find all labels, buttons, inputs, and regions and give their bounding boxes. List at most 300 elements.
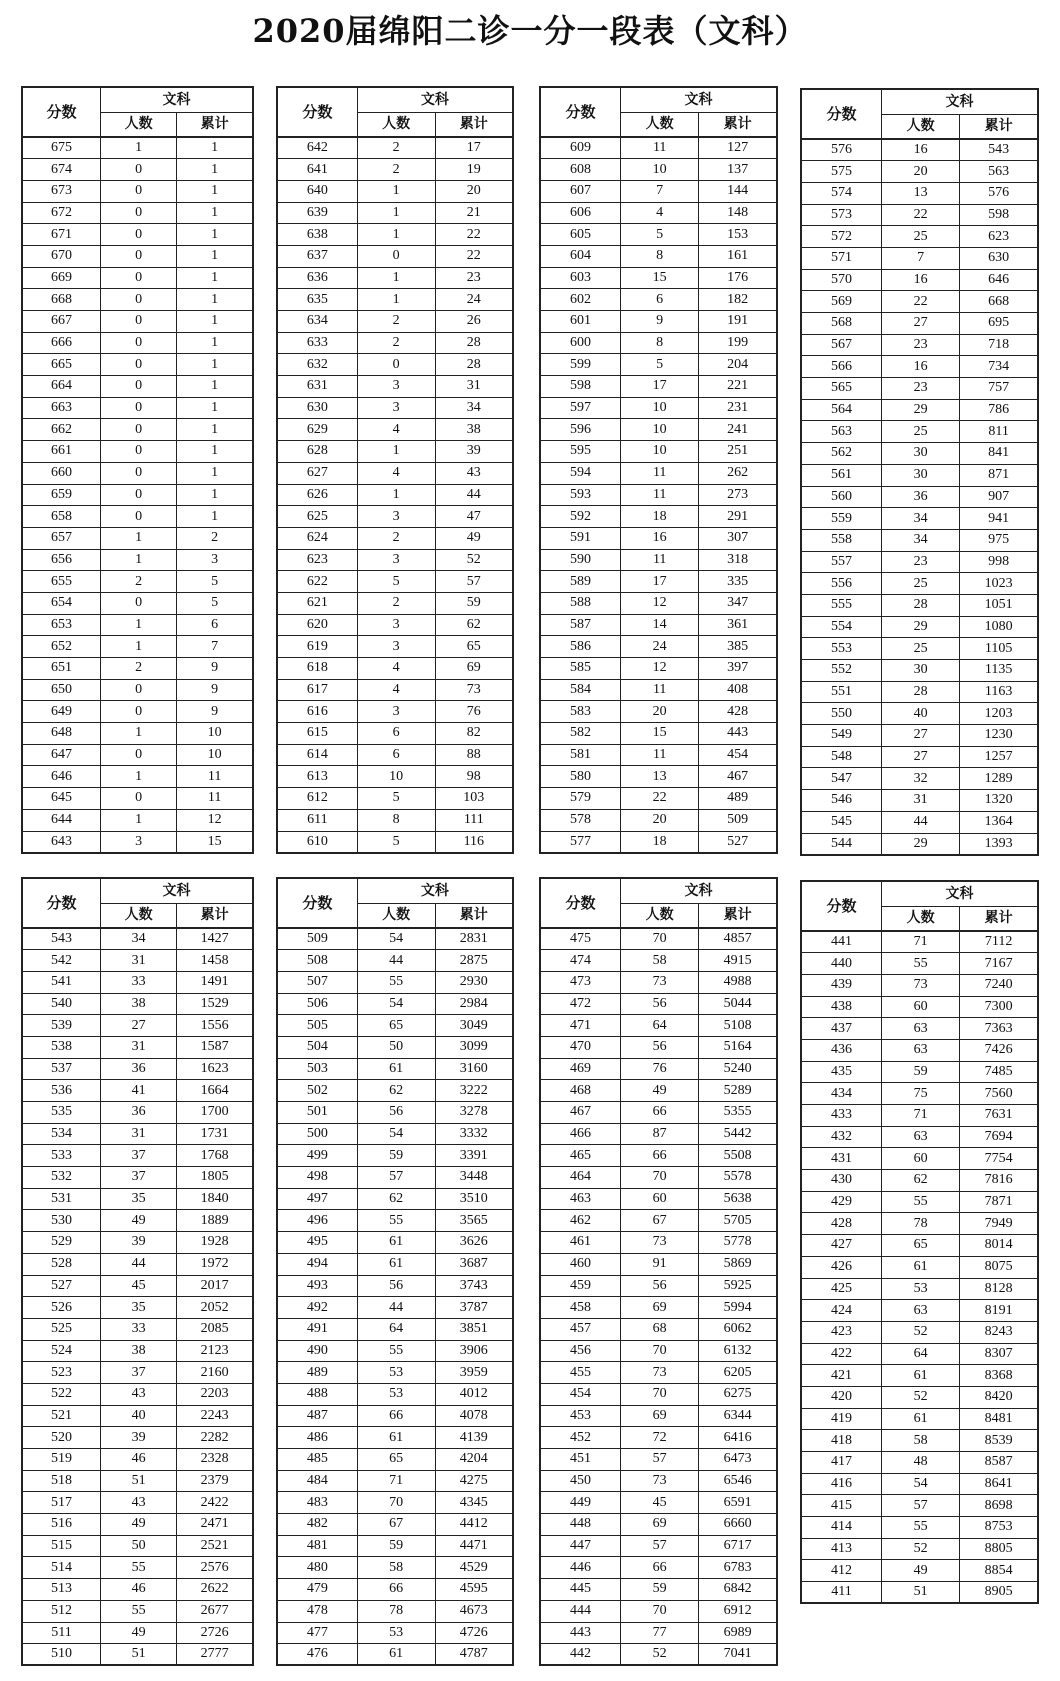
cumulative-cell: 4139 xyxy=(435,1427,513,1449)
count-cell: 2 xyxy=(101,658,177,680)
score-cell: 657 xyxy=(22,527,101,549)
score-cell: 526 xyxy=(22,1297,101,1319)
cumulative-cell: 1393 xyxy=(960,833,1038,855)
score-cell: 442 xyxy=(540,1644,621,1666)
count-cell: 34 xyxy=(882,508,960,530)
table-row xyxy=(277,311,513,333)
count-cell: 10 xyxy=(621,159,699,181)
score-cell: 674 xyxy=(22,159,101,181)
cumulative-cell: 1889 xyxy=(177,1210,253,1232)
count-cell: 44 xyxy=(101,1253,177,1275)
score-cell: 471 xyxy=(540,1015,621,1037)
score-cell: 611 xyxy=(277,809,357,831)
table-row xyxy=(801,1343,1038,1365)
count-cell: 7 xyxy=(621,180,699,202)
table-row xyxy=(22,679,253,701)
cumulative-cell: 1 xyxy=(177,137,253,159)
score-cell: 655 xyxy=(22,571,101,593)
count-cell: 49 xyxy=(882,1560,960,1582)
count-cell: 30 xyxy=(882,660,960,682)
score-cell: 529 xyxy=(22,1232,101,1254)
cumulative-cell: 6546 xyxy=(699,1470,777,1492)
cumulative-cell: 8128 xyxy=(960,1278,1038,1300)
cumulative-cell: 1587 xyxy=(177,1036,253,1058)
table-row xyxy=(22,950,253,972)
header-subject: 文科 xyxy=(101,87,253,112)
cumulative-cell: 38 xyxy=(435,419,513,441)
table-row xyxy=(801,811,1038,833)
score-cell: 528 xyxy=(22,1253,101,1275)
cumulative-cell: 1529 xyxy=(177,993,253,1015)
score-cell: 598 xyxy=(540,376,621,398)
cumulative-cell: 6416 xyxy=(699,1427,777,1449)
count-cell: 55 xyxy=(357,1340,435,1362)
count-cell: 64 xyxy=(621,1015,699,1037)
table-row xyxy=(540,159,777,181)
table-row xyxy=(540,332,777,354)
count-cell: 0 xyxy=(101,484,177,506)
cumulative-cell: 8587 xyxy=(960,1452,1038,1474)
score-cell: 434 xyxy=(801,1083,882,1105)
table-row xyxy=(277,1427,513,1449)
score-cell: 630 xyxy=(277,397,357,419)
count-cell: 0 xyxy=(101,332,177,354)
score-cell: 580 xyxy=(540,766,621,788)
count-cell: 63 xyxy=(882,1039,960,1061)
cumulative-cell: 2831 xyxy=(435,928,513,950)
count-cell: 37 xyxy=(101,1145,177,1167)
table-row xyxy=(277,788,513,810)
cumulative-cell: 2379 xyxy=(177,1470,253,1492)
table-row xyxy=(540,1318,777,1340)
table-row xyxy=(22,614,253,636)
count-cell: 2 xyxy=(357,311,435,333)
table-row xyxy=(22,137,253,159)
count-cell: 68 xyxy=(621,1318,699,1340)
table-row xyxy=(277,1470,513,1492)
score-cell: 506 xyxy=(277,993,357,1015)
header-count: 人数 xyxy=(357,112,435,137)
cumulative-cell: 8075 xyxy=(960,1256,1038,1278)
count-cell: 58 xyxy=(621,950,699,972)
cumulative-cell: 3391 xyxy=(435,1145,513,1167)
cumulative-cell: 15 xyxy=(177,831,253,853)
cumulative-cell: 2203 xyxy=(177,1383,253,1405)
table-row xyxy=(801,746,1038,768)
table-row xyxy=(277,1579,513,1601)
cumulative-cell: 4595 xyxy=(435,1579,513,1601)
count-cell: 2 xyxy=(101,571,177,593)
cumulative-cell: 1928 xyxy=(177,1232,253,1254)
score-cell: 589 xyxy=(540,571,621,593)
count-cell: 14 xyxy=(621,614,699,636)
header-count: 人数 xyxy=(882,114,960,139)
table-row xyxy=(22,1622,253,1644)
score-cell: 570 xyxy=(801,269,882,291)
cumulative-cell: 2984 xyxy=(435,993,513,1015)
score-cell: 619 xyxy=(277,636,357,658)
table-row xyxy=(540,993,777,1015)
cumulative-cell: 4471 xyxy=(435,1535,513,1557)
table-row xyxy=(277,701,513,723)
cumulative-cell: 3906 xyxy=(435,1340,513,1362)
count-cell: 73 xyxy=(882,974,960,996)
table-row xyxy=(540,1514,777,1536)
count-cell: 16 xyxy=(882,139,960,161)
count-cell: 33 xyxy=(101,1318,177,1340)
count-cell: 46 xyxy=(101,1449,177,1471)
count-cell: 30 xyxy=(882,443,960,465)
cumulative-cell: 576 xyxy=(960,182,1038,204)
header-subject: 文科 xyxy=(621,87,777,112)
cumulative-cell: 8307 xyxy=(960,1343,1038,1365)
cumulative-cell: 5240 xyxy=(699,1058,777,1080)
cumulative-cell: 5778 xyxy=(699,1232,777,1254)
score-cell: 517 xyxy=(22,1492,101,1514)
table-row xyxy=(277,1275,513,1297)
header-cumulative: 累计 xyxy=(435,112,513,137)
count-cell: 0 xyxy=(101,224,177,246)
score-cell: 610 xyxy=(277,831,357,853)
table-row xyxy=(801,399,1038,421)
table-row xyxy=(801,313,1038,335)
score-cell: 607 xyxy=(540,180,621,202)
score-cell: 448 xyxy=(540,1514,621,1536)
cumulative-cell: 65 xyxy=(435,636,513,658)
count-cell: 17 xyxy=(621,376,699,398)
score-cell: 601 xyxy=(540,311,621,333)
cumulative-cell: 630 xyxy=(960,247,1038,269)
score-cell: 583 xyxy=(540,701,621,723)
count-cell: 1 xyxy=(101,614,177,636)
count-cell: 1 xyxy=(357,267,435,289)
cumulative-cell: 2243 xyxy=(177,1405,253,1427)
count-cell: 3 xyxy=(357,506,435,528)
table-row xyxy=(22,1210,253,1232)
cumulative-cell: 4787 xyxy=(435,1644,513,1666)
table-row xyxy=(801,1365,1038,1387)
score-cell: 615 xyxy=(277,723,357,745)
table-row xyxy=(540,1644,777,1666)
table-row xyxy=(277,484,513,506)
cumulative-cell: 137 xyxy=(699,159,777,181)
count-cell: 75 xyxy=(882,1083,960,1105)
score-cell: 565 xyxy=(801,378,882,400)
score-cell: 629 xyxy=(277,419,357,441)
table-row xyxy=(22,1600,253,1622)
count-cell: 69 xyxy=(621,1514,699,1536)
score-cell: 422 xyxy=(801,1343,882,1365)
count-cell: 60 xyxy=(882,996,960,1018)
cumulative-cell: 2 xyxy=(177,527,253,549)
table-row xyxy=(22,1383,253,1405)
table-row xyxy=(540,1362,777,1384)
table-row xyxy=(801,833,1038,855)
header-cumulative: 累计 xyxy=(699,903,777,928)
cumulative-cell: 5164 xyxy=(699,1036,777,1058)
table-row xyxy=(540,1470,777,1492)
cumulative-cell: 1289 xyxy=(960,768,1038,790)
table-row xyxy=(22,1167,253,1189)
score-cell: 474 xyxy=(540,950,621,972)
header-score: 分数 xyxy=(801,881,882,931)
table-row xyxy=(277,1210,513,1232)
cumulative-cell: 7754 xyxy=(960,1148,1038,1170)
score-cell: 659 xyxy=(22,484,101,506)
count-cell: 65 xyxy=(357,1015,435,1037)
table-row xyxy=(540,809,777,831)
score-cell: 586 xyxy=(540,636,621,658)
header-cumulative: 累计 xyxy=(435,903,513,928)
score-cell: 661 xyxy=(22,441,101,463)
score-cell: 595 xyxy=(540,441,621,463)
table-row xyxy=(540,744,777,766)
count-cell: 78 xyxy=(882,1213,960,1235)
score-cell: 518 xyxy=(22,1470,101,1492)
table-row xyxy=(277,1015,513,1037)
count-cell: 61 xyxy=(882,1408,960,1430)
count-cell: 67 xyxy=(357,1514,435,1536)
score-cell: 445 xyxy=(540,1579,621,1601)
cumulative-cell: 5705 xyxy=(699,1210,777,1232)
score-cell: 510 xyxy=(22,1644,101,1666)
table-row xyxy=(22,267,253,289)
count-cell: 66 xyxy=(621,1145,699,1167)
table-row xyxy=(540,1080,777,1102)
count-cell: 50 xyxy=(357,1036,435,1058)
score-cell: 672 xyxy=(22,202,101,224)
cumulative-cell: 1 xyxy=(177,441,253,463)
table-row xyxy=(801,996,1038,1018)
cumulative-cell: 998 xyxy=(960,551,1038,573)
cumulative-cell: 5108 xyxy=(699,1015,777,1037)
count-cell: 15 xyxy=(621,267,699,289)
table-row xyxy=(540,1622,777,1644)
score-cell: 542 xyxy=(22,950,101,972)
table-row xyxy=(277,1514,513,1536)
score-cell: 632 xyxy=(277,354,357,376)
cumulative-cell: 385 xyxy=(699,636,777,658)
count-cell: 59 xyxy=(357,1145,435,1167)
count-cell: 70 xyxy=(621,1167,699,1189)
score-cell: 487 xyxy=(277,1405,357,1427)
table-row xyxy=(277,1123,513,1145)
table-row xyxy=(22,1318,253,1340)
count-cell: 61 xyxy=(882,1256,960,1278)
table-row xyxy=(22,180,253,202)
count-cell: 11 xyxy=(621,462,699,484)
score-cell: 543 xyxy=(22,928,101,950)
cumulative-cell: 24 xyxy=(435,289,513,311)
table-row xyxy=(540,180,777,202)
cumulative-cell: 509 xyxy=(699,809,777,831)
table-row xyxy=(277,527,513,549)
cumulative-cell: 4204 xyxy=(435,1449,513,1471)
score-distribution-table xyxy=(539,877,778,1666)
cumulative-cell: 9 xyxy=(177,658,253,680)
table-row xyxy=(540,527,777,549)
count-cell: 13 xyxy=(882,182,960,204)
cumulative-cell: 49 xyxy=(435,527,513,549)
table-row xyxy=(22,1015,253,1037)
cumulative-cell: 1 xyxy=(177,224,253,246)
score-cell: 533 xyxy=(22,1145,101,1167)
score-cell: 466 xyxy=(540,1123,621,1145)
cumulative-cell: 176 xyxy=(699,267,777,289)
cumulative-cell: 1491 xyxy=(177,971,253,993)
score-cell: 536 xyxy=(22,1080,101,1102)
count-cell: 3 xyxy=(357,614,435,636)
table-row xyxy=(22,1427,253,1449)
score-cell: 477 xyxy=(277,1622,357,1644)
count-cell: 63 xyxy=(882,1126,960,1148)
table-row xyxy=(540,1167,777,1189)
score-cell: 435 xyxy=(801,1061,882,1083)
score-cell: 531 xyxy=(22,1188,101,1210)
count-cell: 73 xyxy=(621,971,699,993)
score-cell: 604 xyxy=(540,245,621,267)
table-row xyxy=(801,931,1038,953)
score-cell: 553 xyxy=(801,638,882,660)
score-cell: 455 xyxy=(540,1362,621,1384)
cumulative-cell: 718 xyxy=(960,334,1038,356)
count-cell: 1 xyxy=(357,289,435,311)
count-cell: 29 xyxy=(882,399,960,421)
cumulative-cell: 3049 xyxy=(435,1015,513,1037)
table-row xyxy=(22,1188,253,1210)
score-cell: 567 xyxy=(801,334,882,356)
count-cell: 23 xyxy=(882,551,960,573)
cumulative-cell: 4078 xyxy=(435,1405,513,1427)
count-cell: 71 xyxy=(882,931,960,953)
count-cell: 60 xyxy=(882,1148,960,1170)
score-cell: 663 xyxy=(22,397,101,419)
table-row xyxy=(540,1188,777,1210)
cumulative-cell: 4915 xyxy=(699,950,777,972)
count-cell: 1 xyxy=(357,441,435,463)
table-row xyxy=(801,291,1038,313)
score-cell: 544 xyxy=(801,833,882,855)
table-row xyxy=(22,419,253,441)
count-cell: 52 xyxy=(882,1386,960,1408)
table-row xyxy=(801,269,1038,291)
score-cell: 658 xyxy=(22,506,101,528)
table-row xyxy=(277,679,513,701)
count-cell: 59 xyxy=(621,1579,699,1601)
cumulative-cell: 5925 xyxy=(699,1275,777,1297)
score-cell: 451 xyxy=(540,1449,621,1471)
cumulative-cell: 3565 xyxy=(435,1210,513,1232)
table-row xyxy=(277,441,513,463)
table-row xyxy=(801,378,1038,400)
table-row xyxy=(801,529,1038,551)
count-cell: 4 xyxy=(357,462,435,484)
cumulative-cell: 1105 xyxy=(960,638,1038,660)
score-cell: 605 xyxy=(540,224,621,246)
score-cell: 538 xyxy=(22,1036,101,1058)
count-cell: 2 xyxy=(357,592,435,614)
cumulative-cell: 6344 xyxy=(699,1405,777,1427)
score-cell: 430 xyxy=(801,1170,882,1192)
table-row xyxy=(540,636,777,658)
score-cell: 417 xyxy=(801,1452,882,1474)
count-cell: 0 xyxy=(101,202,177,224)
count-cell: 10 xyxy=(621,397,699,419)
score-cell: 609 xyxy=(540,137,621,159)
score-cell: 524 xyxy=(22,1340,101,1362)
cumulative-cell: 7871 xyxy=(960,1191,1038,1213)
cumulative-cell: 8539 xyxy=(960,1430,1038,1452)
score-cell: 462 xyxy=(540,1210,621,1232)
table-row xyxy=(801,1495,1038,1517)
header-subject: 文科 xyxy=(101,878,253,903)
score-cell: 602 xyxy=(540,289,621,311)
score-cell: 616 xyxy=(277,701,357,723)
table-row xyxy=(801,1278,1038,1300)
count-cell: 66 xyxy=(621,1102,699,1124)
count-cell: 0 xyxy=(101,397,177,419)
table-row xyxy=(540,311,777,333)
score-cell: 503 xyxy=(277,1058,357,1080)
cumulative-cell: 543 xyxy=(960,139,1038,161)
score-cell: 557 xyxy=(801,551,882,573)
table-row xyxy=(277,1622,513,1644)
table-row xyxy=(540,1015,777,1037)
score-cell: 469 xyxy=(540,1058,621,1080)
score-cell: 539 xyxy=(22,1015,101,1037)
count-cell: 1 xyxy=(357,202,435,224)
table-row xyxy=(22,1514,253,1536)
table-row xyxy=(801,1039,1038,1061)
table-row xyxy=(540,1058,777,1080)
score-cell: 505 xyxy=(277,1015,357,1037)
cumulative-cell: 4529 xyxy=(435,1557,513,1579)
count-cell: 18 xyxy=(621,831,699,853)
score-cell: 431 xyxy=(801,1148,882,1170)
cumulative-cell: 3743 xyxy=(435,1275,513,1297)
count-cell: 7 xyxy=(882,247,960,269)
score-cell: 440 xyxy=(801,953,882,975)
count-cell: 53 xyxy=(357,1362,435,1384)
count-cell: 0 xyxy=(101,289,177,311)
count-cell: 54 xyxy=(882,1473,960,1495)
count-cell: 64 xyxy=(882,1343,960,1365)
cumulative-cell: 17 xyxy=(435,137,513,159)
table-row xyxy=(540,1275,777,1297)
header-count: 人数 xyxy=(621,112,699,137)
score-cell: 576 xyxy=(801,139,882,161)
header-cumulative: 累计 xyxy=(177,903,253,928)
table-row xyxy=(22,723,253,745)
count-cell: 5 xyxy=(357,571,435,593)
table-row xyxy=(801,1061,1038,1083)
cumulative-cell: 7 xyxy=(177,636,253,658)
table-row xyxy=(277,993,513,1015)
header-score: 分数 xyxy=(277,87,357,137)
count-cell: 55 xyxy=(882,1517,960,1539)
table-row xyxy=(540,376,777,398)
table-row xyxy=(22,592,253,614)
score-cell: 549 xyxy=(801,725,882,747)
table-row xyxy=(22,224,253,246)
score-cell: 666 xyxy=(22,332,101,354)
table-row xyxy=(801,768,1038,790)
table-row xyxy=(277,658,513,680)
score-cell: 641 xyxy=(277,159,357,181)
count-cell: 35 xyxy=(101,1297,177,1319)
score-cell: 486 xyxy=(277,1427,357,1449)
score-cell: 552 xyxy=(801,660,882,682)
